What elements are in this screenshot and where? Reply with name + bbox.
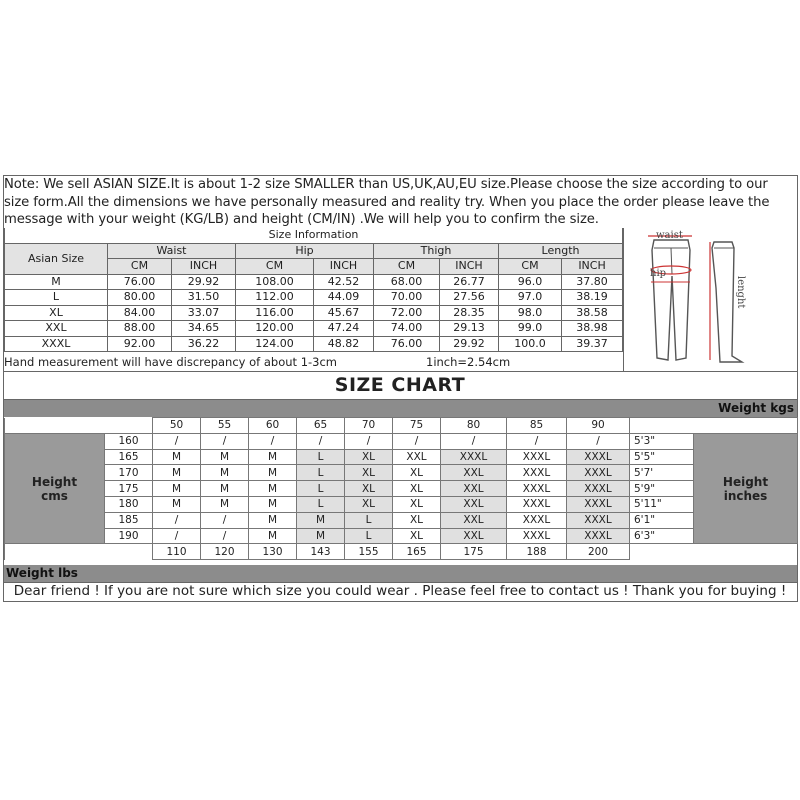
kg-header-cell: 70 (345, 418, 393, 434)
group-header-hip: Hip (236, 243, 374, 259)
size-cell: / (153, 528, 201, 544)
unit-header: CM (374, 259, 440, 275)
unit-header: INCH (440, 259, 499, 275)
measurement-cell: 84.00 (108, 305, 172, 321)
measurement-cell: 68.00 (374, 274, 440, 290)
measurement-cell: 97.0 (499, 290, 562, 306)
size-name-cell: M (5, 274, 108, 290)
size-cell: / (153, 512, 201, 528)
kg-header-cell: 50 (153, 418, 201, 434)
measurement-cell: 76.00 (108, 274, 172, 290)
size-cell: XXXL (507, 528, 567, 544)
measurement-cell: 124.00 (236, 336, 314, 352)
height-inch-cell: 5'11" (630, 496, 694, 512)
size-cell: XL (345, 465, 393, 481)
size-cell: XL (345, 481, 393, 497)
measurement-cell: 92.00 (108, 336, 172, 352)
measurement-cell: 48.82 (314, 336, 374, 352)
lbs-row (5, 544, 798, 560)
size-name-cell: XXL (5, 321, 108, 337)
divider-top (3, 371, 798, 372)
size-cell: M (153, 465, 201, 481)
height-inch-cell: 5'3" (630, 433, 694, 449)
measurement-cell: 39.37 (562, 336, 623, 352)
empty-corner (5, 418, 153, 434)
size-cell: L (297, 496, 345, 512)
unit-header: INCH (314, 259, 374, 275)
size-name-cell: L (5, 290, 108, 306)
lbs-cell: 175 (441, 544, 507, 560)
size-cell: L (345, 528, 393, 544)
height-cm-cell: 190 (105, 528, 153, 544)
size-cell: XL (345, 449, 393, 465)
unit-header: CM (108, 259, 172, 275)
size-cell: XXL (441, 481, 507, 497)
size-cell: M (249, 481, 297, 497)
height-row (5, 449, 798, 465)
size-row (5, 321, 623, 337)
size-cell: XL (393, 465, 441, 481)
size-cell: / (201, 433, 249, 449)
inch-conversion-note: 1inch=2.54cm (426, 355, 511, 369)
length-label: lenght (735, 276, 746, 309)
size-note: Note: We sell ASIAN SIZE.It is about 1-2 size SMALLER than US,UK,AU,EU size.Please choose the size according to our size form.All the dimensions we have personally measured and reality try. When you place the order please leave the message with your weight (KG/LB) and height (CM/IN) .We will help you to confirm the size. (4, 177, 770, 227)
measurement-cell: 96.0 (499, 274, 562, 290)
size-cell: M (201, 481, 249, 497)
size-row (5, 290, 623, 306)
size-cell: XXXL (507, 496, 567, 512)
measurement-cell: 27.56 (440, 290, 499, 306)
measurement-cell: 74.00 (374, 321, 440, 337)
height-inches-label-line2: inches (723, 488, 768, 503)
lbs-cell: 165 (393, 544, 441, 560)
group-header-waist: Waist (108, 243, 236, 259)
measurement-cell: 44.09 (314, 290, 374, 306)
size-cell: / (345, 433, 393, 449)
kg-header-cell: 90 (567, 418, 630, 434)
height-cms-label-line2: cms (41, 488, 68, 503)
measurement-cell: 29.13 (440, 321, 499, 337)
size-cell: L (297, 481, 345, 497)
unit-header: INCH (172, 259, 236, 275)
unit-header: CM (236, 259, 314, 275)
size-row (5, 305, 623, 321)
height-row (5, 481, 798, 497)
unit-header: CM (499, 259, 562, 275)
size-cell: M (297, 528, 345, 544)
height-inches-label-line1: Height (722, 474, 769, 489)
size-cell: M (201, 449, 249, 465)
size-cell: XL (393, 512, 441, 528)
measurement-cell: 26.77 (440, 274, 499, 290)
size-cell: M (249, 465, 297, 481)
size-cell: XXL (441, 496, 507, 512)
measurement-cell: 38.19 (562, 290, 623, 306)
height-row (5, 433, 798, 449)
waist-label: waist (656, 230, 683, 241)
measurement-cell: 98.0 (499, 305, 562, 321)
measurement-cell: 76.00 (374, 336, 440, 352)
size-cell: M (153, 481, 201, 497)
asian-size-header: Asian Size (5, 243, 108, 274)
height-inch-cell: 5'5" (630, 449, 694, 465)
height-inch-cell: 5'9" (630, 481, 694, 497)
hand-measurement-note: Hand measurement will have discrepancy of about 1-3cm (4, 355, 338, 369)
size-cell: L (345, 512, 393, 528)
lbs-cell: 155 (345, 544, 393, 560)
size-cell: M (249, 449, 297, 465)
measurement-cell: 42.52 (314, 274, 374, 290)
pants-measurement-diagram (623, 228, 799, 371)
measurement-cell: 88.00 (108, 321, 172, 337)
size-cell: M (297, 512, 345, 528)
size-cell: M (153, 449, 201, 465)
measurement-cell: 99.0 (499, 321, 562, 337)
size-cell: / (297, 433, 345, 449)
height-inch-cell: 5'7' (630, 465, 694, 481)
measurement-cell: 28.35 (440, 305, 499, 321)
size-cell: XXL (393, 449, 441, 465)
height-cm-cell: 165 (105, 449, 153, 465)
size-cell: XXXL (567, 496, 630, 512)
size-cell: / (441, 433, 507, 449)
empty-corner-right (630, 418, 798, 434)
kg-header-cell: 65 (297, 418, 345, 434)
height-cm-cell: 160 (105, 433, 153, 449)
size-name-cell: XL (5, 305, 108, 321)
size-row (5, 336, 623, 352)
measurement-cell: 36.22 (172, 336, 236, 352)
size-cell: / (249, 433, 297, 449)
height-cm-cell: 180 (105, 496, 153, 512)
height-cm-cell: 175 (105, 481, 153, 497)
group-header-length: Length (499, 243, 623, 259)
measurement-cell: 108.00 (236, 274, 314, 290)
size-cell: XL (393, 481, 441, 497)
measurement-cell: 38.58 (562, 305, 623, 321)
kg-header-cell: 85 (507, 418, 567, 434)
size-cell: XXXL (567, 449, 630, 465)
size-cell: M (201, 465, 249, 481)
pants-illustration (624, 228, 799, 371)
height-inches-label (694, 433, 798, 544)
size-cell: XL (393, 496, 441, 512)
measurement-cell: 37.80 (562, 274, 623, 290)
lbs-cell: 143 (297, 544, 345, 560)
measurement-cell: 29.92 (440, 336, 499, 352)
size-row (5, 274, 623, 290)
size-cell: XXXL (507, 481, 567, 497)
size-cell: XXXL (507, 512, 567, 528)
kg-header-cell: 60 (249, 418, 297, 434)
height-inch-cell: 6'3" (630, 528, 694, 544)
size-cell: XXXL (567, 512, 630, 528)
size-cell: / (201, 528, 249, 544)
height-row (5, 496, 798, 512)
size-cell: / (153, 433, 201, 449)
empty-lbs-right (630, 544, 798, 560)
size-cell: XXXL (567, 528, 630, 544)
height-row (5, 512, 798, 528)
size-cell: L (297, 465, 345, 481)
size-chart-title: SIZE CHART (334, 374, 466, 396)
size-cell: M (249, 512, 297, 528)
weight-kgs-label: Weight kgs (718, 401, 794, 415)
group-header-thigh: Thigh (374, 243, 499, 259)
lbs-cell: 188 (507, 544, 567, 560)
measurement-cell: 29.92 (172, 274, 236, 290)
size-cell: M (249, 528, 297, 544)
size-info-title: Size Information (5, 228, 623, 243)
size-cell: XXXL (441, 449, 507, 465)
lbs-cell: 200 (567, 544, 630, 560)
measurement-cell: 100.0 (499, 336, 562, 352)
measurement-cell: 45.67 (314, 305, 374, 321)
size-cell: M (249, 496, 297, 512)
size-cell: XXL (441, 512, 507, 528)
size-information-table (4, 228, 623, 352)
lbs-cell: 120 (201, 544, 249, 560)
height-row (5, 465, 798, 481)
measurement-cell: 33.07 (172, 305, 236, 321)
measurement-cell: 34.65 (172, 321, 236, 337)
height-cms-label-line1: Height (31, 474, 78, 489)
weight-kgs-band (4, 400, 797, 417)
size-cell: L (297, 449, 345, 465)
height-row (5, 528, 798, 544)
size-cell: XXXL (567, 465, 630, 481)
size-cell: XXXL (567, 481, 630, 497)
size-cell: XL (345, 496, 393, 512)
lbs-cell: 110 (153, 544, 201, 560)
footer-message: Dear friend ! If you are not sure which size you could wear . Please feel free to contact us ! Thank you for buying ! (13, 583, 787, 599)
size-cell: / (567, 433, 630, 449)
empty-lbs-left (5, 544, 153, 560)
kg-header-cell: 80 (441, 418, 507, 434)
height-cm-cell: 170 (105, 465, 153, 481)
height-cms-label (5, 433, 105, 544)
size-cell: / (507, 433, 567, 449)
measurement-cell: 112.00 (236, 290, 314, 306)
height-inch-cell: 6'1" (630, 512, 694, 528)
weight-lbs-label: Weight lbs (6, 566, 78, 580)
size-cell: XXL (441, 465, 507, 481)
measurement-cell: 31.50 (172, 290, 236, 306)
size-name-cell: XXXL (5, 336, 108, 352)
size-cell: XXL (441, 528, 507, 544)
kg-header-cell: 75 (393, 418, 441, 434)
measurement-cell: 120.00 (236, 321, 314, 337)
size-cell: XXXL (507, 465, 567, 481)
size-cell: XL (393, 528, 441, 544)
height-cm-cell: 185 (105, 512, 153, 528)
size-cell: M (201, 496, 249, 512)
size-cell: M (153, 496, 201, 512)
size-cell: / (393, 433, 441, 449)
size-cell: / (201, 512, 249, 528)
weight-lbs-band (4, 565, 797, 582)
lbs-cell: 130 (249, 544, 297, 560)
size-cell: XXXL (507, 449, 567, 465)
height-weight-grid (4, 417, 798, 560)
measurement-cell: 47.24 (314, 321, 374, 337)
kg-header-cell: 55 (201, 418, 249, 434)
hip-label: hip (650, 268, 667, 279)
kgs-header-row (5, 418, 798, 434)
unit-header: INCH (562, 259, 623, 275)
measurement-cell: 70.00 (374, 290, 440, 306)
measurement-cell: 38.98 (562, 321, 623, 337)
measurement-cell: 80.00 (108, 290, 172, 306)
measurement-cell: 116.00 (236, 305, 314, 321)
measurement-cell: 72.00 (374, 305, 440, 321)
